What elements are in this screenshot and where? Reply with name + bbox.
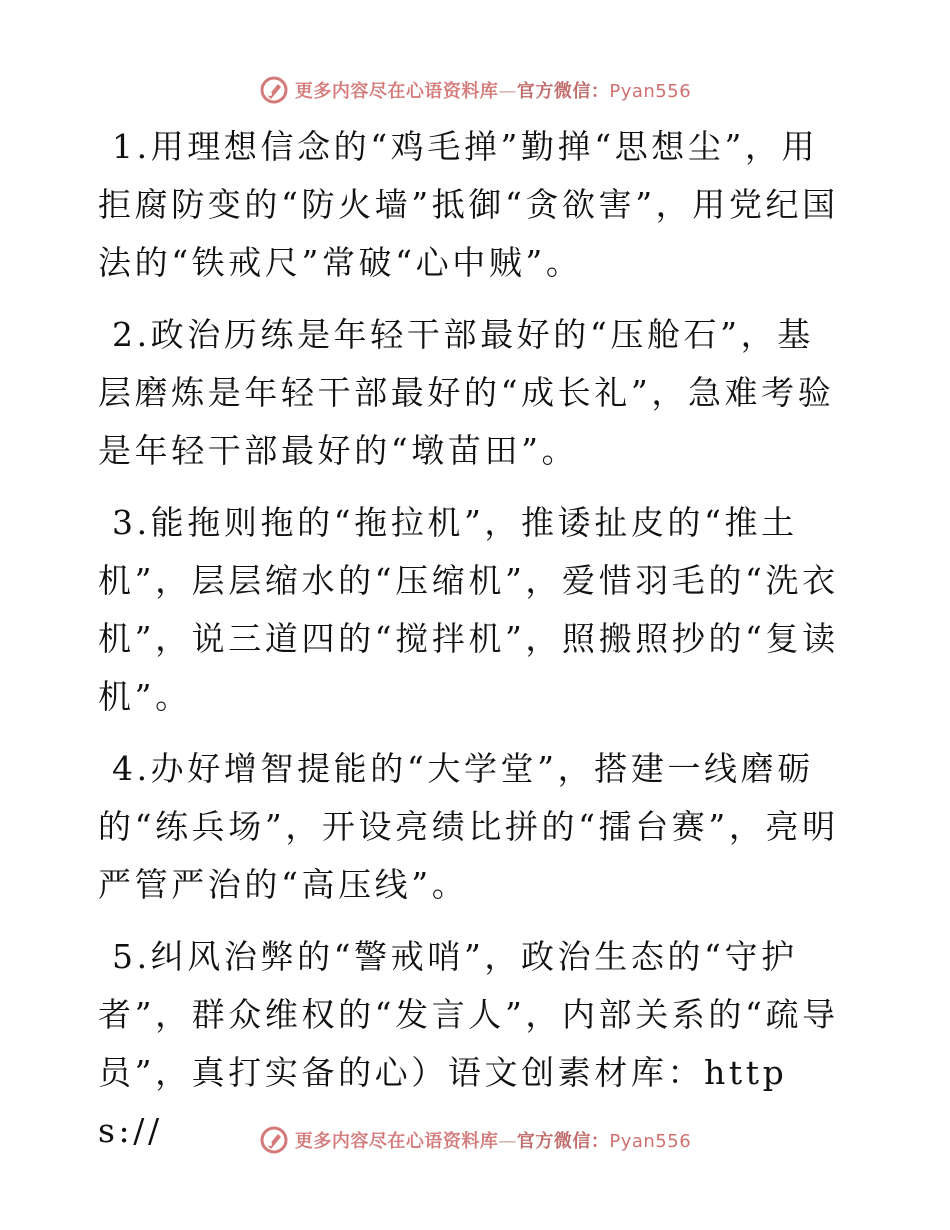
watermark-text: 更多内容尽在心语资料库—官方微信：Pyan556 — [294, 81, 692, 102]
paragraph-5: 5.纠风治弊的“警戒哨”，政治生态的“守护者”，群众维权的“发言人”，内部关系的“疏导员”，真打实备的心）语文创素材库：https:// — [98, 937, 839, 1150]
pen-circle-logo-icon — [259, 1125, 289, 1155]
document-body — [98, 118, 850, 1174]
paragraph-1: 1.用理想信念的“鸡毛掸”勤掸“思想尘”，用拒腐防变的“防火墙”抵御“贪欲害”，用党纪国法的“铁戒尺”常破“心中贼”。 — [98, 127, 839, 282]
pen-circle-logo-icon — [259, 75, 289, 105]
paragraph-4: 4.办好增智提能的“大学堂”，搭建一线磨砺的“练兵场”，开设亮绩比拼的“擂台赛”，亮明严管严治的“高压线”。 — [98, 749, 839, 904]
footer-watermark — [0, 1122, 950, 1158]
paragraph-2: 2.政治历练是年轻干部最好的“压舱石”，基层磨炼是年轻干部最好的“成长礼”，急难考验是年轻干部最好的“墩苗田”。 — [98, 315, 835, 470]
paragraph-3: 3.能拖则拖的“拖拉机”，推诿扯皮的“推土机”，层层缩水的“压缩机”，爱惜羽毛的“洗衣机”，说三道四的“搅拌机”，照搬照抄的“复读机”。 — [98, 503, 839, 716]
watermark-text: 更多内容尽在心语资料库—官方微信：Pyan556 — [294, 1131, 692, 1152]
header-watermark — [0, 72, 950, 108]
